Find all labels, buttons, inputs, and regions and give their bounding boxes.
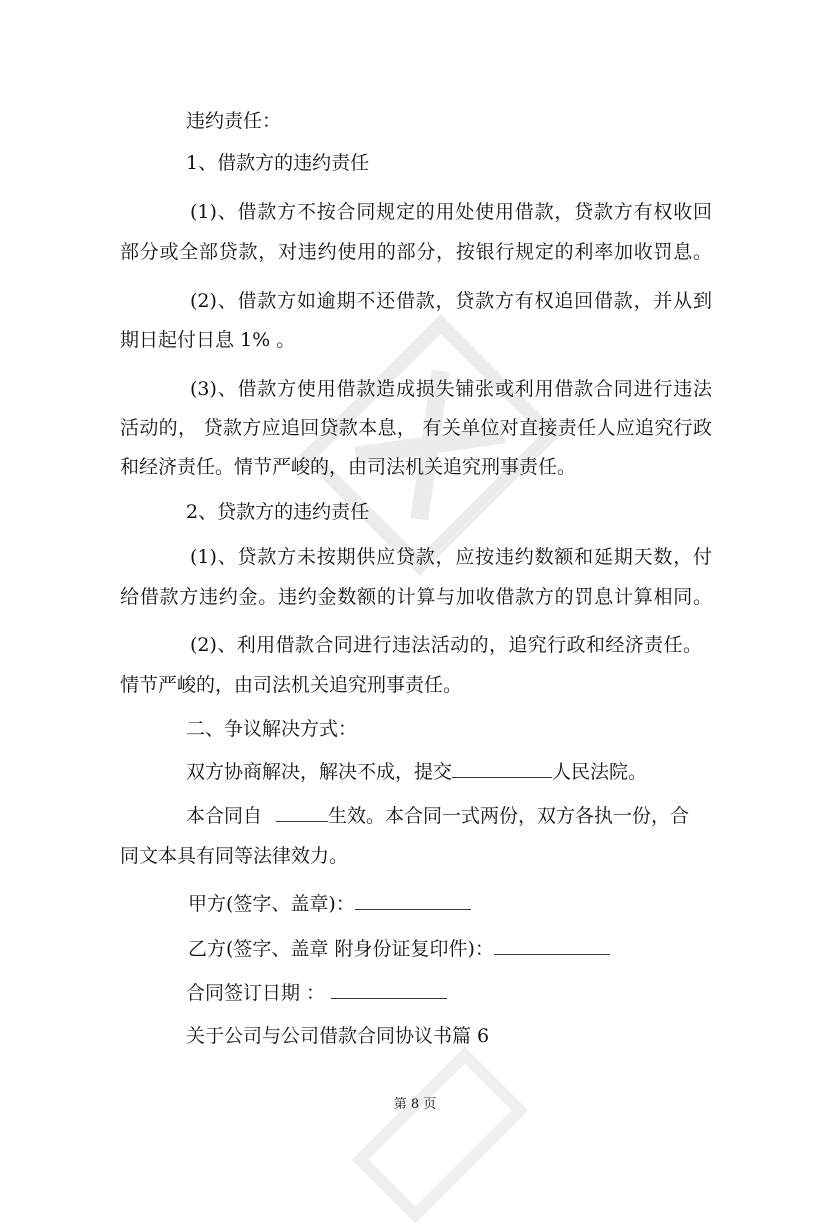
paragraph-line: (2)、利用借款合同进行违法活动的，追究行政和经济责任。 [190,634,702,656]
paragraph-line: (1)、借款方不按合同规定的用处使用借款，贷款方有权收回 [190,201,712,223]
paragraph-line: (3)、借款方使用借款造成损失铺张或利用借款合同进行违法 [190,378,712,400]
party-b-label: 乙方(签字、盖章 附身份证复印件)： [188,938,494,960]
effective-text: 本合同自 [186,805,269,827]
page-number: 第 8 页 [393,1097,437,1112]
sign-date [186,980,447,1006]
paragraph-line: 和经济责任。情节严峻的，由司法机关追究刑事责任。 [120,456,577,478]
subheading: 1、借款方的违约责任 [186,152,370,174]
sign-date-blank[interactable] [331,980,447,999]
party-a-label: 甲方(签字、盖章)： [188,893,355,915]
paragraph-line: 期日起付日息 1% 。 [120,329,296,351]
party-b-blank[interactable] [494,936,610,955]
section-heading: 违约责任： [186,110,282,132]
court-blank[interactable] [452,759,552,778]
section-heading: 二、争议解决方式： [186,718,358,740]
party-a-signature [188,891,471,917]
effective-date-blank[interactable] [276,803,328,822]
sign-date-label: 合同签订日期 ： [186,982,326,1004]
dispute-text: 双方协商解决，解决不成，提交 [186,761,453,783]
party-b-signature [188,936,610,962]
paragraph-line: 部分或全部贷款，对违约使用的部分，按银行规定的利率加收罚息。 [120,241,712,263]
watermark [299,314,561,576]
paragraph-line: 活动的， 贷款方应追回贷款本息， 有关单位对直接责任人应追究行政 [120,417,712,439]
party-a-blank[interactable] [355,891,471,910]
paragraph-line: (1)、贷款方未按期供应贷款，应按违约数额和延期天数，付 [190,546,712,568]
paragraph-line: (2)、借款方如逾期不还借款，贷款方有权追回借款，并从到 [190,290,712,312]
paragraph-line: 给借款方违约金。违约金数额的计算与加收借款方的罚息计算相同。 [120,586,712,608]
paragraph-line: 情节严峻的，由司法机关追究刑事责任。 [120,674,463,696]
dispute-clause [186,759,647,785]
effective-clause-line2: 同文本具有同等法律效力。 [120,845,349,867]
next-section-title: 关于公司与公司借款合同协议书篇 6 [186,1025,490,1047]
watermark-bottom [352,1047,529,1224]
effective-clause [186,803,689,829]
dispute-text-end: 人民法院。 [552,761,648,783]
effective-text-end: 生效。本合同一式两份，双方各执一份，合 [328,805,690,827]
subheading: 2、贷款方的违约责任 [186,501,370,523]
